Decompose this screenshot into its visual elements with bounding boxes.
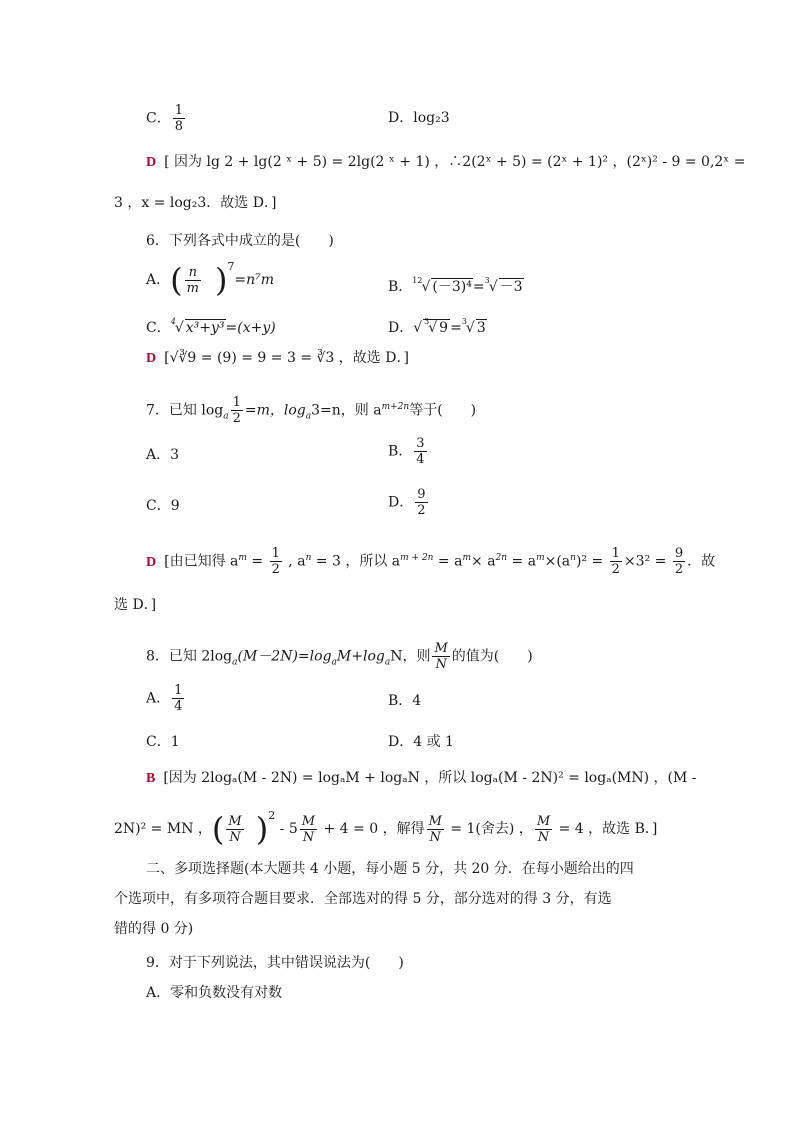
equals-sign: =	[472, 279, 485, 295]
section-text: 错的得 0 分)	[114, 921, 194, 937]
section-text: 二、多项选择题(本大题共 4 小题，每小题 5 分，共 20 分．在每小题给出的四	[146, 861, 634, 877]
radical-index: 12	[412, 276, 423, 285]
exponent: m	[536, 552, 545, 563]
numerator: M	[228, 813, 242, 829]
q5-option-d	[388, 108, 450, 128]
option-text: log₂3	[413, 110, 450, 126]
option-label: D．	[388, 110, 414, 126]
q8-option-d	[388, 732, 454, 752]
question-text: 等于( )	[409, 402, 477, 419]
q9-option-a	[146, 983, 282, 1003]
solution-text: = a	[433, 553, 463, 570]
right-paren: )	[214, 261, 228, 299]
solution-text: 3 ，x = log₂3．故选 D．]	[114, 195, 277, 211]
option-label: A．	[146, 690, 171, 707]
solution-text: × a	[471, 553, 496, 570]
solution-text: ×(a	[544, 553, 571, 570]
solution-text: ．故	[687, 553, 716, 570]
option-text: D．4 或 1	[388, 734, 454, 750]
numerator: 9	[674, 546, 684, 561]
denominator: m	[186, 280, 199, 296]
q7-option-c	[146, 496, 180, 516]
option-label: B．	[388, 443, 413, 460]
radicand: －3	[499, 279, 523, 295]
question-text: (M－2N)=log	[237, 648, 332, 665]
q6-option-b	[388, 271, 524, 297]
fraction	[270, 546, 282, 577]
solution-text: 2N)² = MN ，	[114, 821, 212, 837]
numerator: 1	[232, 395, 241, 410]
fraction	[231, 395, 243, 426]
exponent: 2n	[495, 552, 508, 563]
denominator: N	[229, 829, 241, 845]
section2-intro-line3	[114, 919, 193, 939]
solution-text: ×3² =	[623, 553, 671, 570]
question-text: 6．下列各式中成立的是( )	[146, 233, 334, 249]
numerator: M	[434, 641, 448, 656]
numerator: 1	[174, 103, 183, 118]
option-label: D．	[388, 320, 414, 336]
exponent: n	[570, 552, 576, 563]
q9-stem	[146, 953, 404, 973]
numerator: 1	[271, 546, 280, 561]
q5-solution-line2	[114, 193, 276, 213]
question-text: 7．已知 log	[146, 402, 224, 419]
q6-option-d	[388, 312, 487, 338]
denominator: N	[537, 829, 550, 845]
radical-index: 3	[461, 317, 467, 326]
option-text: C．9	[146, 498, 180, 514]
q8-solution-line1	[146, 768, 697, 789]
answer-letter: D	[146, 554, 157, 570]
q7-option-b	[388, 436, 429, 467]
q8-option-b	[388, 691, 421, 711]
radical-index: 3	[424, 317, 430, 326]
answer-letter: D	[146, 155, 157, 170]
q6-option-c	[146, 312, 276, 338]
option-label: A．	[146, 272, 171, 288]
answer-letter: B	[146, 771, 156, 786]
numerator: n	[185, 265, 201, 281]
q7-solution-line1	[146, 546, 715, 577]
question-text: M+log	[336, 648, 385, 665]
fraction	[300, 814, 317, 845]
fraction	[432, 641, 449, 672]
solution-text: )² =	[575, 553, 608, 570]
denominator: 8	[174, 119, 183, 134]
solution-text: + 4 = 0 ，解得	[319, 821, 425, 837]
solution-text: [√∛9 = (9) = 9 = 3 = ∛3 ，故选 D．]	[164, 350, 409, 366]
log-base: a	[305, 411, 312, 422]
option-text: =n⁷m	[234, 272, 275, 288]
solution-text: = 1(舍去) ，	[445, 821, 533, 837]
q8-option-c	[146, 732, 180, 752]
log-base: a	[384, 657, 391, 668]
question-text: 8．已知 2log	[146, 648, 233, 665]
denominator: 2	[417, 503, 426, 518]
option-text: =(x+y)	[225, 320, 276, 336]
q7-option-d	[388, 487, 430, 518]
solution-text: = 4 ，故选 B．]	[554, 821, 658, 837]
log-base: a	[232, 657, 238, 668]
radicand: x³+y³	[185, 320, 225, 336]
solution-text: [由已知得 a	[164, 553, 239, 570]
q6-solution	[146, 348, 409, 369]
solution-text: [ 因为 lg 2 + lg(2 ˣ + 5) = 2lg(2 ˣ + 1) ，∴2(2ˣ + 5) = (2ˣ + 1)² ，(2ˣ)² - 9 = 0,2ˣ =	[164, 154, 746, 170]
question-text: 9．对于下列说法，其中错误说法为( )	[146, 955, 404, 971]
radical: √ $^3$√ 9	[413, 317, 449, 336]
option-label: B．	[388, 279, 413, 295]
fraction	[415, 487, 427, 518]
q5-option-c	[146, 103, 187, 134]
q7-solution-line2	[114, 595, 156, 615]
fraction	[414, 436, 426, 467]
radicand: 9	[439, 320, 449, 336]
option-text: A．零和负数没有对数	[146, 985, 283, 1001]
equals-sign: =	[450, 320, 462, 336]
option-label: D．	[388, 494, 414, 511]
exponent: m + 2n	[400, 552, 434, 563]
radicand: (－3)⁴	[432, 279, 472, 295]
radical: $^3$√ 3	[461, 317, 486, 336]
q8-solution-line2	[114, 809, 658, 848]
exponent: m+2n	[381, 401, 410, 412]
numerator: M	[536, 813, 551, 829]
solution-text: , a	[283, 553, 306, 570]
option-text: A．3	[146, 447, 180, 463]
left-paren: (	[211, 810, 225, 848]
solution-text: 选 D．]	[114, 597, 157, 613]
section2-intro-line2	[114, 889, 612, 909]
denominator: N	[429, 829, 441, 845]
fraction	[427, 814, 444, 845]
denominator: 2	[611, 562, 620, 577]
option-label: C．	[146, 110, 171, 127]
denominator: 2	[271, 562, 280, 577]
radical: $^3$√ －3	[484, 276, 523, 295]
option-label: C．	[146, 320, 171, 336]
denominator: N	[435, 657, 447, 672]
fraction	[226, 814, 243, 845]
numerator: 1	[174, 683, 183, 698]
section2-intro-line1	[146, 859, 634, 879]
denominator: 4	[174, 699, 183, 714]
question-text: N，则	[390, 648, 431, 665]
solution-text: - 5	[275, 821, 298, 837]
question-text: 3=n，则 a	[311, 402, 382, 419]
exponent: 7	[227, 260, 235, 273]
numerator: 9	[417, 487, 426, 502]
numerator: M	[428, 813, 442, 829]
fraction	[673, 546, 685, 577]
q6-option-a	[146, 260, 275, 299]
q7-option-a	[146, 445, 179, 465]
fraction	[172, 683, 184, 714]
option-text: B．4	[388, 693, 422, 709]
denominator: 4	[416, 452, 425, 467]
q7-stem	[146, 395, 476, 426]
section-text: 个选项中，有多项符合题目要求．全部选对的得 5 分，部分选对的得 3 分，有选	[114, 891, 612, 907]
answer-letter: D	[146, 351, 157, 366]
option-text: C．1	[146, 734, 180, 750]
denominator: 2	[674, 562, 684, 577]
fraction	[173, 103, 185, 134]
q5-solution-line1	[146, 152, 745, 173]
log-base: a	[223, 411, 229, 422]
exponent: 2	[268, 809, 276, 822]
exponent: m	[238, 552, 247, 563]
log-base: a	[331, 657, 337, 668]
radical-index: 3	[484, 276, 490, 285]
solution-text: =	[246, 553, 268, 570]
solution-text: = a	[507, 553, 537, 570]
question-text: 的值为( )	[451, 648, 533, 665]
denominator: N	[302, 829, 315, 845]
numerator: 1	[611, 546, 620, 561]
denominator: 2	[232, 411, 241, 426]
radicand: 3	[476, 320, 486, 336]
numerator: M	[301, 813, 316, 829]
solution-text: [因为 2logₐ(M - 2N) = logₐM + logₐN ，所以 logₐ(M - 2N)² = logₐ(MN) ，(M -	[163, 770, 697, 786]
fraction	[535, 814, 552, 845]
q8-stem	[146, 641, 533, 672]
radical: $^{12}$√ (－3)⁴	[412, 276, 472, 295]
fraction	[610, 546, 622, 577]
question-text: =m，log	[244, 402, 306, 419]
fraction	[185, 265, 201, 296]
radical: $^4$√ x³+y³	[170, 317, 225, 336]
exponent: m	[462, 552, 472, 563]
exponent: n	[305, 552, 312, 563]
numerator: 3	[416, 436, 425, 451]
left-paren: (	[170, 261, 183, 299]
solution-text: = 3 ，所以 a	[311, 553, 401, 570]
q6-stem	[146, 231, 334, 251]
radical-index: 4	[170, 317, 176, 326]
right-paren: )	[255, 810, 269, 848]
q8-option-a	[146, 683, 186, 714]
